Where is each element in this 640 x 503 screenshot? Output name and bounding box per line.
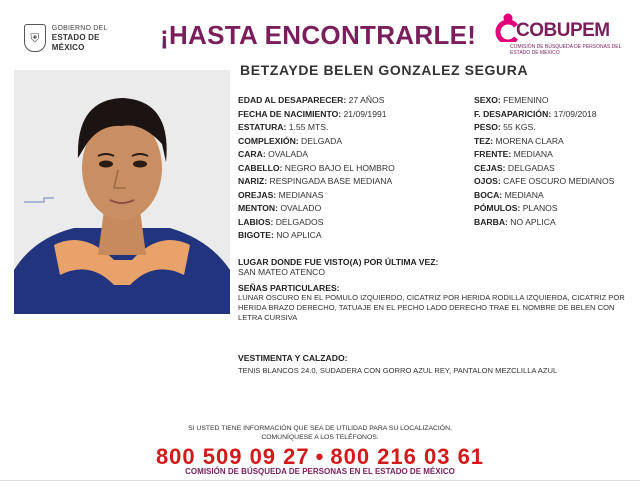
detail-value: 17/09/2018 — [553, 108, 597, 119]
detail-label: FECHA DE NACIMIENTO: — [238, 108, 342, 119]
detail-value: FEMENINO — [503, 95, 549, 105]
cobupem-subtitle: COMISIÓN DE BÚSQUEDA DE PERSONAS DEL ESTADO DE MÉXICO — [510, 44, 622, 56]
detail-value: 55 KGS. — [503, 122, 536, 132]
detail-value: OVALADO — [280, 203, 322, 213]
detail-row — [238, 189, 638, 203]
detail-value: NEGRO BAJO EL HOMBRO — [284, 162, 395, 173]
gov-line-2: ESTADO DE MÉXICO — [51, 32, 100, 52]
detail-value: MEDIANA — [504, 189, 544, 200]
detail-label: EDAD AL DESAPARECER: — [238, 95, 347, 105]
clothing-section — [238, 353, 628, 376]
detail-label: OREJAS: — [238, 189, 277, 200]
detail-label: TEZ: — [474, 135, 494, 146]
detail-label: BIGOTE: — [238, 230, 274, 240]
last-seen-section — [238, 257, 628, 277]
last-seen-label: LUGAR DONDE FUE VISTO(A) POR ÚLTIMA VEZ: — [238, 257, 439, 267]
detail-row — [238, 94, 638, 108]
detail-label: MENTON: — [238, 203, 278, 213]
detail-value: NO APLICA — [510, 216, 556, 227]
cobupem-logo — [492, 8, 622, 66]
government-logo — [24, 22, 134, 54]
detail-value: MEDIANA — [513, 149, 553, 159]
marks-value: LUNAR OSCURO EN EL POMULO IZQUIERDO, CICATRIZ POR HERIDA RODILLA IZQUIERDA, CICATRIZ POR HERIDA BRAZO DERECHO, TATUAJE EN EL PECHO LADO DERECHO TRAE EL NOMBRE DE BELEN CON LETRA CURSIVA — [238, 293, 625, 322]
detail-label: CABELLO: — [238, 162, 283, 173]
detail-row — [238, 202, 638, 216]
detail-value: DELGADAS — [507, 162, 555, 173]
last-seen-value: SAN MATEO ATENCO — [238, 267, 326, 277]
commission-name: COMISIÓN DE BÚSQUEDA DE PERSONAS EN EL ESTADO DE MÉXICO — [185, 467, 455, 476]
contact-instructions — [0, 424, 640, 442]
detail-value: NO APLICA — [276, 230, 322, 240]
detail-row — [238, 121, 638, 135]
detail-value: 27 AÑOS — [348, 95, 385, 105]
detail-value: RESPINGADA BASE MEDIANA — [269, 176, 393, 186]
person-details — [238, 94, 638, 243]
person-name: BETZAYDE BELEN GONZALEZ SEGURA — [240, 62, 529, 78]
cobupem-name: COBUPEM — [516, 20, 610, 41]
detail-value: 1.55 MTS. — [288, 122, 329, 132]
detail-label: NARIZ: — [238, 176, 268, 186]
detail-value: 21/09/1991 — [343, 108, 387, 119]
detail-label: ESTATURA: — [238, 122, 287, 132]
detail-row — [238, 135, 638, 149]
distinguishing-marks-section — [238, 283, 628, 323]
detail-value: CAFE OSCURO MEDIANOS — [503, 176, 615, 186]
detail-label: FRENTE: — [474, 149, 512, 159]
detail-value: DELGADA — [301, 135, 343, 146]
detail-label: PESO: — [474, 122, 501, 132]
person-portrait-image — [14, 70, 230, 314]
detail-label: BOCA: — [474, 189, 503, 200]
detail-value: PLANOS — [522, 203, 558, 213]
detail-row — [238, 229, 638, 243]
detail-row — [238, 148, 638, 162]
detail-label: F. DESAPARICIÓN: — [474, 108, 552, 119]
page-title: ¡HASTA ENCONTRARLE! — [160, 20, 477, 50]
detail-row — [238, 175, 638, 189]
detail-label: PÓMULOS: — [474, 203, 521, 213]
bottom-divider — [0, 480, 640, 481]
header — [0, 0, 640, 68]
detail-value: MORENA CLARA — [495, 135, 564, 146]
detail-label: SEXO: — [474, 95, 501, 105]
gov-line-1: GOBIERNO DEL — [51, 24, 108, 32]
contact-line-2: COMUNÍQUESE A LOS TELÉFONOS: — [261, 434, 379, 441]
detail-label: COMPLEXIÓN: — [238, 135, 299, 146]
detail-row — [238, 108, 638, 122]
detail-label: OJOS: — [474, 176, 501, 186]
marks-label: SEÑAS PARTICULARES: — [238, 283, 340, 293]
detail-label: CARA: — [238, 149, 266, 159]
detail-value: DELGADOS — [275, 216, 324, 227]
contact-line-1: SI USTED TIENE INFORMACIÓN QUE SEA DE UTILIDAD PARA SU LOCALIZACIÓN, — [188, 425, 452, 432]
detail-row — [238, 162, 638, 176]
detail-label: BARBA: — [474, 216, 508, 227]
detail-row — [238, 216, 638, 230]
detail-value: MEDIANAS — [278, 189, 324, 200]
phone-number-1[interactable]: 800 509 09 27 — [155, 444, 310, 469]
clothing-value: TENIS BLANCOS 24.0, SUDADERA CON GORRO AZUL REY, PANTALON MEZCLILLA AZUL — [238, 366, 558, 375]
person-photo — [14, 70, 230, 314]
state-shield-icon: ⛨ — [24, 24, 46, 52]
phone-number-2[interactable]: 800 216 03 61 — [330, 444, 485, 469]
phone-separator: • — [315, 444, 325, 469]
detail-value: OVALADA — [268, 149, 309, 159]
detail-label: LABIOS: — [238, 216, 274, 227]
detail-label: CEJAS: — [474, 162, 506, 173]
government-name — [52, 24, 134, 53]
clothing-label: VESTIMENTA Y CALZADO: — [238, 353, 348, 363]
